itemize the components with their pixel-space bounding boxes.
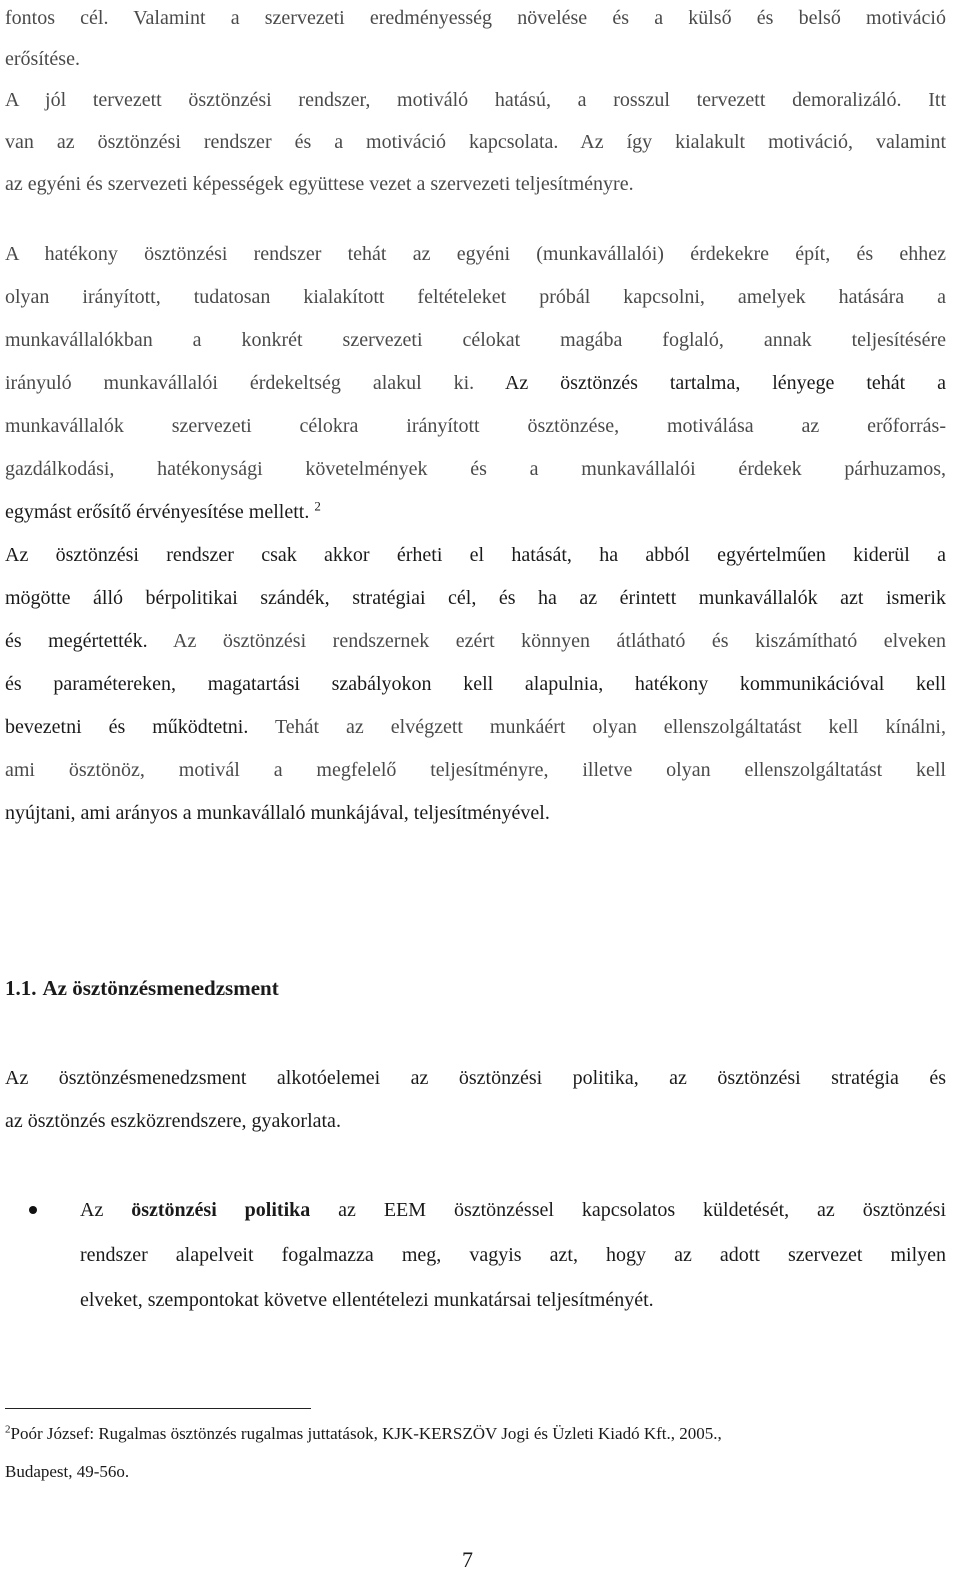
paragraph-line: A hatékony ösztönzési rendszer tehát az egyéni (munkavállalói) érdekekre épít, és ehhez [5,243,946,265]
paragraph-line: munkavállalók szervezeti célokra irányított ösztönzése, motiválása az erőforrás- [5,415,946,437]
paragraph-line: olyan irányított, tudatosan kialakított feltételeket próbál kapcsolni, amelyek hatására a [5,286,946,308]
footnote-reference: 2 [314,498,321,514]
bullet-line: rendszer alapelveit fogalmazza meg, vagyis azt, hogy az adott szervezet milyen [80,1244,946,1266]
paragraph-line: fontos cél. Valamint a szervezeti eredményesség növelése és a külső és belső motiváció [5,7,946,29]
section-title: Az ösztönzésmenedzsment [42,976,279,1000]
footnote-divider [5,1408,311,1409]
paragraph-line [5,629,946,653]
bullet-icon [29,1206,37,1214]
paragraph-line: munkavállalókban a konkrét szervezeti célokat magába foglaló, annak teljesítésére [5,329,946,351]
paragraph-line: erősítése. [5,48,80,70]
bullet-line [80,1198,946,1222]
text-run: Tehát az elvégzett munkáért olyan ellenszolgáltatást kell kínálni, [274,716,946,738]
paragraph-line: az egyéni és szervezeti képességek együttese vezet a szervezeti teljesítményre. [5,173,634,195]
text-run: és megértették. [5,630,148,652]
paragraph-line: nyújtani, ami arányos a munkavállaló munkájával, teljesítményével. [5,802,550,824]
paragraph-line: A jól tervezett ösztönzési rendszer, motiváló hatású, a rosszul tervezett demoralizáló. Itt [5,89,946,111]
text-run: Az ösztönzési rendszernek ezért könnyen átlátható és kiszámítható elveken [173,630,946,652]
paragraph-line: az ösztönzés eszközrendszere, gyakorlata. [5,1110,341,1132]
paragraph-line: ami ösztönöz, motivál a megfelelő teljesítményre, illetve olyan ellenszolgáltatást kell [5,759,946,781]
footnote-marker: 2 [5,1423,11,1436]
paragraph-line: mögötte álló bérpolitikai szándék, stratégiai cél, és ha az érintett munkavállalók azt ismerik [5,587,946,609]
section-heading [5,976,279,1001]
page-number: 7 [462,1547,473,1572]
paragraph-line: Az ösztönzési rendszer csak akkor érheti el hatását, ha abból egyértelműen kiderül a [5,544,946,566]
text-run: Az ösztönzés tartalma, lényege tehát a [504,372,946,394]
text-run: az EEM ösztönzéssel kapcsolatos küldetését, az ösztönzési [338,1199,946,1221]
paragraph-line: gazdálkodási, hatékonysági követelmények és a munkavállalói érdekek párhuzamos, [5,458,946,480]
footnote-line: Budapest, 49-56o. [5,1462,130,1481]
paragraph-line [5,371,946,395]
paragraph-line: és paramétereken, magatartási szabályokon kell alapulnia, hatékony kommunikációval kell [5,673,946,695]
paragraph-line [5,500,946,524]
paragraph-line: van az ösztönzési rendszer és a motiváció kapcsolata. Az így kialakult motiváció, valamint [5,131,946,153]
text-run: bevezetni és működtetni. [5,716,249,738]
paragraph-line [5,715,946,739]
paragraph-line: Az ösztönzésmenedzsment alkotóelemei az ösztönzési politika, az ösztönzési stratégia és [5,1067,946,1089]
text-run: egymást erősítő érvényesítése mellett. [5,501,310,523]
text-run: irányuló munkavállalói érdekeltség alakul ki. [5,372,475,394]
bullet-line: elveket, szempontokat követve ellentételezi munkatársai teljesítményét. [80,1289,654,1311]
section-number: 1.1. [5,976,37,1000]
footnote-line [5,1423,722,1445]
text-run: Az [80,1199,104,1221]
bold-term: ösztönzési politika [131,1199,311,1221]
footnote-text: Poór József: Rugalmas ösztönzés rugalmas juttatások, KJK-KERSZÖV Jogi és Üzleti Kiadó Kft., 2005., [10,1424,722,1443]
